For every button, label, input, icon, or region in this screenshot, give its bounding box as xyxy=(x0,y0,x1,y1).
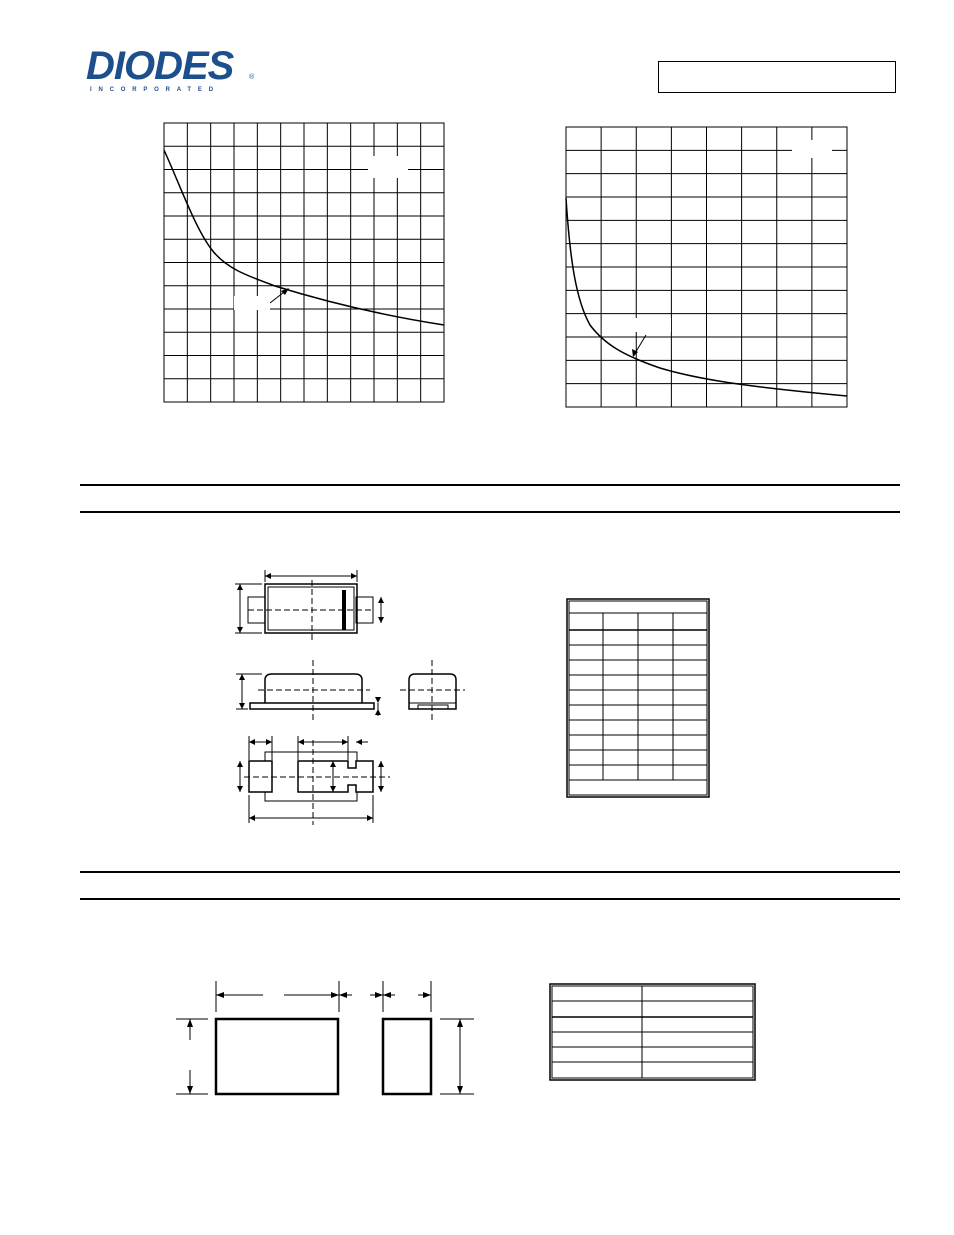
chart-1-legend-mask xyxy=(368,156,408,178)
logo-wordmark: DIODES xyxy=(86,44,234,88)
package-side-view xyxy=(236,660,465,720)
chart-1 xyxy=(164,123,444,402)
package-top-view xyxy=(235,570,381,640)
pad-layout xyxy=(176,981,474,1094)
section-rule-bottom-1 xyxy=(80,511,900,513)
top-view-body-inner xyxy=(268,587,354,630)
pad-large xyxy=(216,1019,338,1094)
section-rule-top-2 xyxy=(80,871,900,873)
dimensions-table xyxy=(567,599,709,797)
package-bottom-view xyxy=(240,736,390,825)
chart-2-legend-mask xyxy=(792,140,832,158)
pad-dimensions-table xyxy=(550,984,755,1080)
logo-registered-mark: ® xyxy=(249,74,255,81)
bottom-view-arrowheads xyxy=(237,739,384,821)
chart-2-grid xyxy=(566,127,847,407)
section-rule-bottom-2 xyxy=(80,898,900,900)
pad-small xyxy=(383,1019,431,1094)
chart-2 xyxy=(566,127,847,407)
section-rule-top-1 xyxy=(80,484,900,486)
chart-2-label-mask xyxy=(633,318,671,332)
logo-subtext: INCORPORATED xyxy=(90,87,220,93)
chart-1-label-mask xyxy=(234,296,270,310)
bottom-view-left-pad xyxy=(249,761,272,792)
side-view-leads xyxy=(250,703,374,709)
top-view-arrowheads xyxy=(237,573,384,633)
pad-layout-arrowheads xyxy=(187,992,463,1094)
